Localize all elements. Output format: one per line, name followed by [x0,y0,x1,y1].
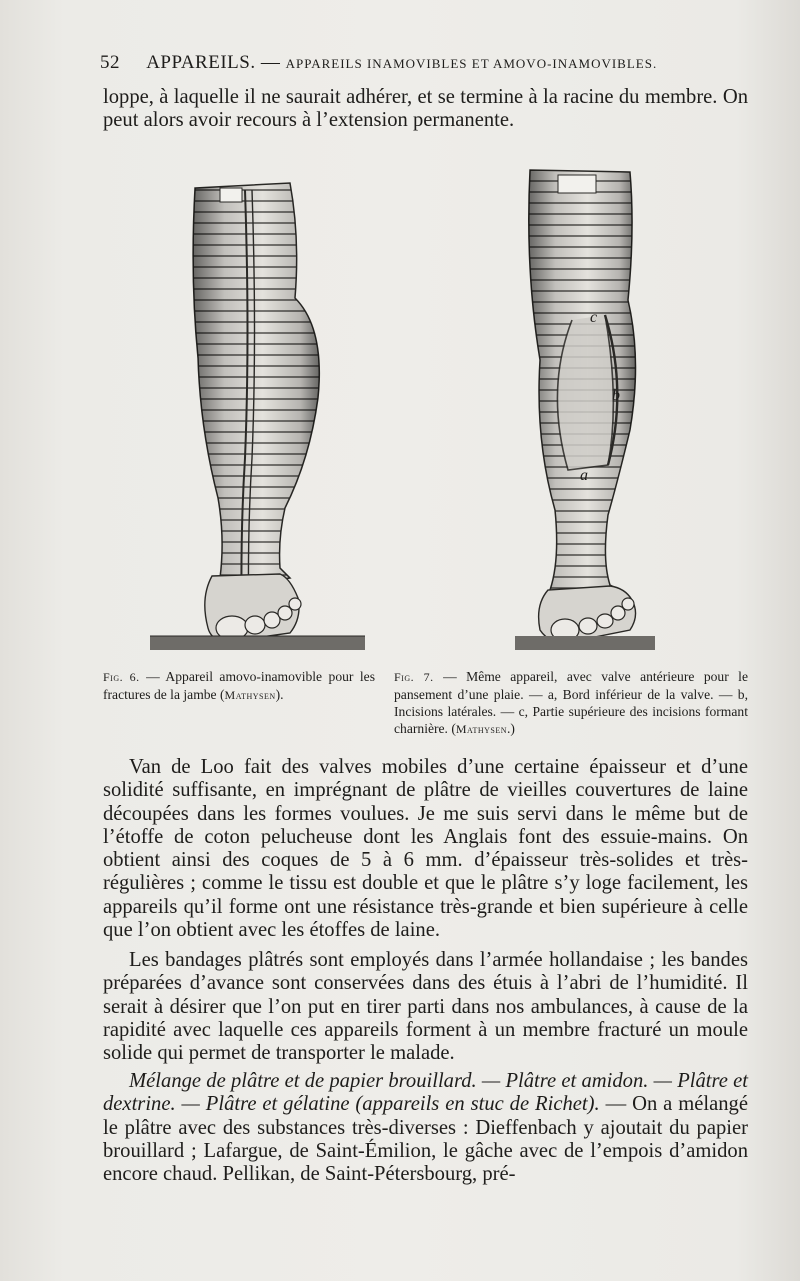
top-paragraph: loppe, à laquelle il ne saurait adhérer, et se termine à la racine du membre. On peut alors avoir recours à l’extension permanente. [103,86,748,132]
marker-a: a [580,467,588,484]
fig7-caption-end: .) [507,721,515,736]
fig7-label: Fig. 7. [394,670,434,684]
header-title: APPAREILS. [146,52,256,73]
figure-7-caption [394,668,748,738]
figure-6-caption [103,668,375,704]
melange-text: — On a mélangé le plâtre avec des substances très-diverses : Dieffenbach y ajoutait du papier brouillard ; Lafargue, de Saint-Émilion, le gâche avec de l’empois d’amidon encore chaud. Pellikan, de Saint-Pétersbourg, pré- [103,1093,748,1186]
fig6-caption-end: ). [275,687,284,702]
fig6-author: Mathysen [224,688,276,702]
fig7-caption-text: — Même appareil, avec valve antérieure pour le pansement d’une plaie. — a, Bord inférieur de la valve. — b, Incisions latérales. — c, Partie supérieure des incisions formant charnière. ( [394,669,748,736]
marker-c: c [590,309,598,326]
fig7-author: Mathysen [455,722,508,736]
running-header [100,52,750,74]
figure-7-illustration [510,160,660,665]
page-number: 52 [100,52,120,73]
marker-b: b [612,387,620,404]
fig6-caption-text: — Appareil amovo-inamovible pour les fractures de la jambe ( [103,669,375,702]
header-subtitle: APPAREILS INAMOVIBLES ET AMOVO-INAMOVIBLES. [285,56,658,71]
figure-6-illustration [140,158,380,663]
melange-heading: Mélange de plâtre et de papier brouillard. — Plâtre et amidon. — Plâtre et dextrine. — Plâtre et gélatine (appareils en stuc de Richet). [103,1070,748,1116]
paragraph-van-de-loo: Van de Loo fait des valves mobiles d’une certaine épaisseur et d’une solidité suffisante, en imprégnant de plâtre de vieilles couvertures de laine découpées dans les formes voulues. Je me suis servi dans le même but de l’étoffe de coton pelucheuse dont les Anglais font des essuie-mains. On obtient ainsi des coques de 5 à 6 mm. d’épaisseur très-solides et très-régulières ; comme le tissu est double et que le plâtre s’y loge facilement, les appareils qu’il forme ont une résistance très-grande et bien supérieure à celle que l’on obtient avec les étoffes de laine. [103,756,748,942]
paragraph-bandages: Les bandages plâtrés sont employés dans l’armée hollandaise ; les bandes préparées d’avance sont conservées dans des étuis à l’abri de l’humidité. Il serait à désirer que l’on put en tirer parti dans nos ambulances, à cause de la rapidité avec laquelle ces appareils forment à un membre fracturé un moule solide qui permet de transporter le malade. [103,949,748,1065]
fig6-label: Fig. 6. [103,670,140,684]
header-separator: — [260,52,281,73]
paragraph-melange [103,1070,748,1186]
